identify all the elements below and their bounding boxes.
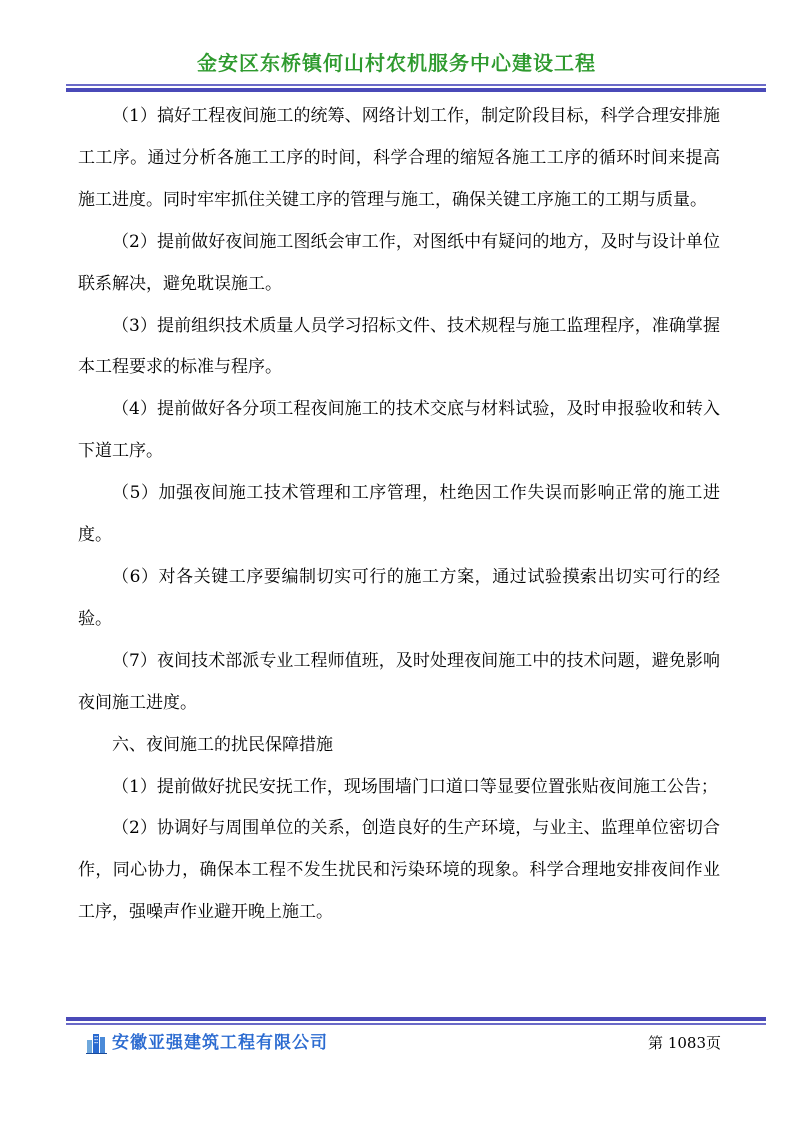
paragraph-5: （5）加强夜间施工技术管理和工序管理，杜绝因工作失误而影响正常的施工进度。 (78, 483, 720, 546)
paragraph-2: （2）提前做好夜间施工图纸会审工作，对图纸中有疑问的地方，及时与设计单位联系解决，避免耽误施工。 (78, 231, 720, 294)
page-number: 第 1083页 (648, 1034, 721, 1052)
paragraph-1: （1）搞好工程夜间施工的统筹、网络计划工作，制定阶段目标，科学合理安排施工工序。通过分析各施工工序的时间，科学合理的缩短各施工工序的循环时间来提高施工进度。同时牢牢抓住关键工序的管理与施工，确保关键工序施工的工期与质量。 (78, 106, 720, 210)
company-name: 安徽亚强建筑工程有限公司 (112, 1033, 328, 1053)
section-heading: 六、夜间施工的扰民保障措施 (112, 734, 333, 755)
paragraph-9: （2）协调好与周围单位的关系，创造良好的生产环境，与业主、监理单位密切合作，同心协力，确保本工程不发生扰民和污染环境的现象。科学合理地安排夜间作业工序，强噪声作业避开晚上施工。 (78, 818, 720, 923)
header-divider (66, 84, 766, 92)
paragraph-8: （1）提前做好扰民安抚工作，现场围墙门口道口等显要位置张贴夜间施工公告； (112, 776, 718, 797)
paragraph-6: （6）对各关键工序要编制切实可行的施工方案，通过试验摸索出切实可行的经验。 (78, 566, 720, 629)
paragraph-3: （3）提前组织技术质量人员学习招标文件、技术规程与施工监理程序，准确掌握本工程要求的标准与程序。 (78, 315, 720, 378)
document-body (78, 96, 720, 934)
paragraph-7: （7）夜间技术部派专业工程师值班，及时处理夜间施工中的技术问题，避免影响夜间施工进度。 (78, 650, 720, 713)
paragraph-4: （4）提前做好各分项工程夜间施工的技术交底与材料试验，及时申报验收和转入下道工序。 (78, 399, 720, 462)
building-logo-icon (86, 1032, 108, 1054)
document-title: 金安区东桥镇何山村农机服务中心建设工程 (197, 51, 596, 75)
page-footer (78, 1024, 721, 1060)
